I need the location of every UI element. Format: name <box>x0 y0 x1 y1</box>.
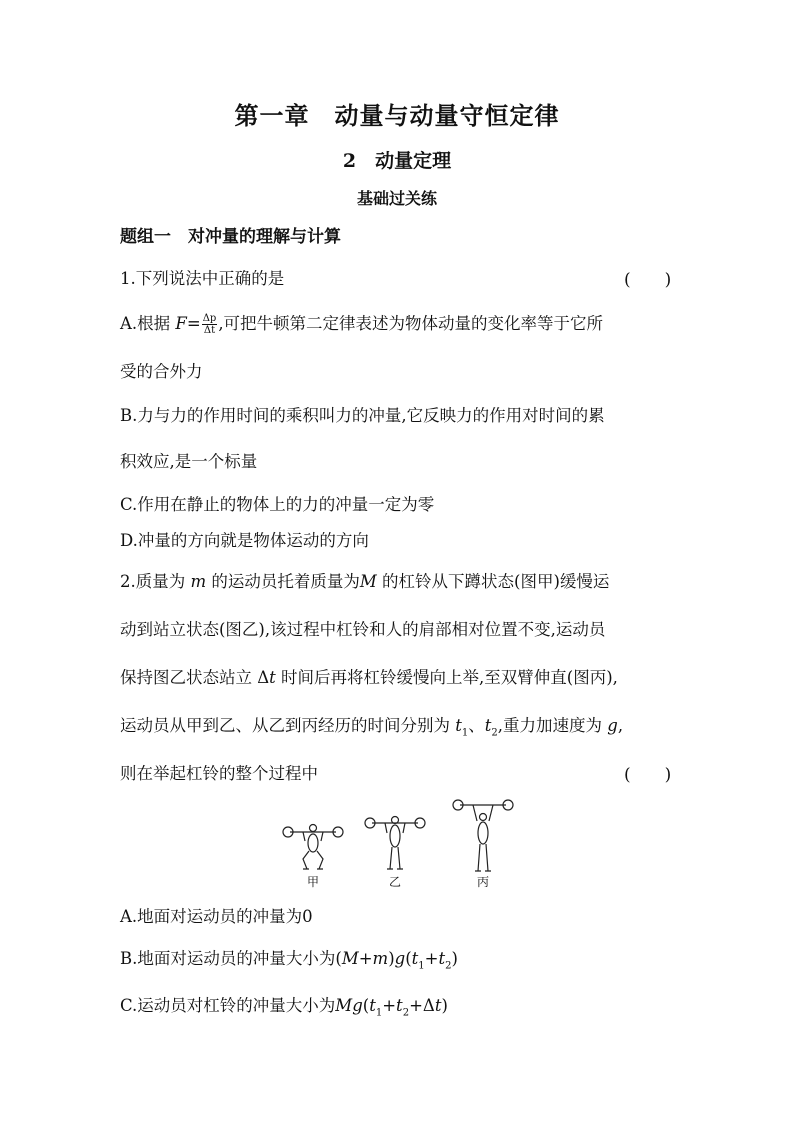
q2-option-c <box>120 992 448 1018</box>
q1-option-c: C.作用在静止的物体上的力的冲量一定为零 <box>120 495 435 514</box>
subscript: 1 <box>375 1007 383 1019</box>
q2-text: ) <box>441 996 448 1015</box>
var-g: g <box>394 949 406 968</box>
q2-text: ,重力加速度为 <box>497 716 608 735</box>
q2-text: ) <box>388 949 395 968</box>
q2-text: 的杠铃从下蹲状态(图甲)缓慢运 <box>376 572 610 591</box>
q2-text: 运动员从甲到乙、从乙到丙经历的时间分别为 <box>120 716 456 735</box>
var-g: g <box>607 716 618 735</box>
var-t: t <box>434 996 442 1015</box>
q2-text: 时间后再将杠铃缓慢向上举,至双臂伸直(图丙), <box>275 668 618 687</box>
var-m: m <box>190 572 207 591</box>
q2-text: ) <box>451 949 458 968</box>
q2-text: 、 <box>468 716 485 735</box>
fraction <box>202 313 218 336</box>
q1-option-a-line2: 受的合外力 <box>120 362 203 381</box>
squat-lifter <box>283 825 343 870</box>
subscript: 2 <box>445 960 452 972</box>
figure-label-yi: 乙 <box>388 875 402 889</box>
q2-text: 保持图乙状态站立 Δ <box>120 668 270 687</box>
var-M: M <box>359 572 377 591</box>
var-M: M <box>335 996 353 1015</box>
fraction-denominator: Δt <box>203 325 216 336</box>
section-title: 2 动量定理 <box>342 150 452 172</box>
var-g: g <box>352 996 363 1015</box>
weightlifter-figure <box>270 795 530 895</box>
figure-label-jia: 甲 <box>306 875 320 889</box>
var-t: t <box>455 716 462 735</box>
var-t: t <box>484 716 492 735</box>
chapter-title: 第一章 动量与动量守恒定律 <box>234 101 560 130</box>
var-t: t <box>369 996 376 1015</box>
var-t: t <box>396 996 403 1015</box>
overhead-lifter <box>453 800 513 871</box>
q2-line3 <box>120 664 618 688</box>
q1-option-b: B.力与力的作用时间的乘积叫力的冲量,它反映力的作用对时间的累 <box>120 406 605 425</box>
q2-line2: 动到站立状态(图乙),该过程中杠铃和人的肩部相对位置不变,运动员 <box>120 620 606 639</box>
q1-option-d: D.冲量的方向就是物体运动的方向 <box>120 531 369 550</box>
q1-option-b-line2: 积效应,是一个标量 <box>120 452 258 471</box>
var-M: M <box>341 949 359 968</box>
q1-answer-paren: ( ) <box>624 270 672 290</box>
q2-line1 <box>120 568 609 592</box>
q2-option-b <box>120 945 458 971</box>
q2-option-a: A.地面对运动员的冲量为0 <box>120 907 313 926</box>
q2-text: , <box>617 716 624 735</box>
var-t: t <box>411 949 419 968</box>
q2-line5: 则在举起杠铃的整个过程中 <box>120 764 318 783</box>
subsection-title: 基础过关练 <box>356 189 437 208</box>
q2-text: +Δ <box>409 996 435 1015</box>
q2-text: + <box>424 949 439 968</box>
subscript: 1 <box>461 727 469 739</box>
q2-text: B.地面对运动员的冲量大小为( <box>120 949 342 968</box>
q1-option-a-rest: ,可把牛顿第二定律表述为物体动量的变化率等于它所 <box>218 314 604 333</box>
q2-text: 的运动员托着质量为 <box>206 572 360 591</box>
q2-line4 <box>120 712 623 738</box>
var-F: F <box>175 314 187 333</box>
q2-text: 2.质量为 <box>120 572 191 591</box>
q2-answer-paren: ( ) <box>624 765 672 785</box>
subscript: 2 <box>491 727 498 739</box>
subscript: 1 <box>418 960 425 972</box>
figure-label-bing: 丙 <box>476 875 490 889</box>
q2-text: ( <box>362 996 370 1015</box>
fraction-numerator: Δp <box>202 313 217 324</box>
var-m: m <box>372 949 389 968</box>
var-t: t <box>269 668 276 687</box>
q2-text: + <box>382 996 397 1015</box>
q2-text: ( <box>405 949 412 968</box>
var-t: t <box>438 949 446 968</box>
standing-lifter <box>365 817 425 870</box>
subscript: 2 <box>402 1007 410 1019</box>
q2-text: + <box>358 949 373 968</box>
group-title: 题组一 对冲量的理解与计算 <box>120 227 341 247</box>
q2-text: C.运动员对杠铃的冲量大小为 <box>120 996 336 1015</box>
q1-option-a-prefix: A.根据 <box>120 314 176 333</box>
q1-stem: 1.下列说法中正确的是 <box>120 269 285 288</box>
q1-option-a <box>120 310 603 336</box>
q1-option-a-eq: = <box>186 314 201 333</box>
